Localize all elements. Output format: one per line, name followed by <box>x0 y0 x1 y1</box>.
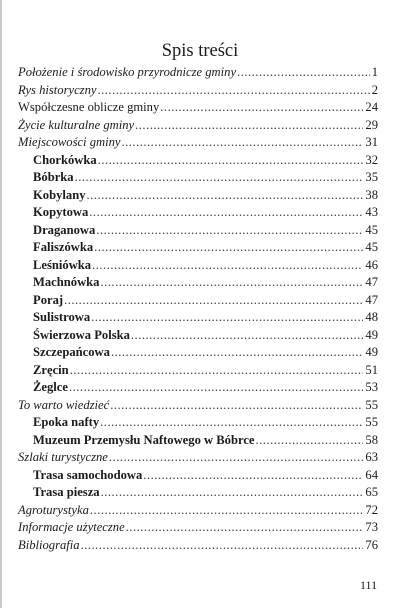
dot-leader <box>160 99 363 117</box>
toc-entry-label: Draganowa <box>33 222 96 237</box>
toc-entry <box>18 397 378 415</box>
toc-entry-label: Życie kulturalne gminy <box>18 117 135 132</box>
page-edge <box>0 0 2 608</box>
dot-leader <box>69 379 363 397</box>
toc-entry-label: Kopytowa <box>33 205 89 219</box>
toc-entry <box>18 484 378 502</box>
toc-entry <box>18 117 378 135</box>
table-of-contents <box>18 64 378 554</box>
toc-entry-page: 65 <box>365 485 378 499</box>
toc-entry-label: Faliszówka <box>33 240 94 254</box>
toc-entry-label: Muzeum Przemysłu Naftowego w Bóbrce <box>33 432 255 447</box>
toc-entry-page: 1 <box>371 65 378 79</box>
toc-entry-page: 64 <box>365 467 378 482</box>
toc-entry-label: Trasa samochodowa <box>33 467 143 482</box>
dot-leader <box>100 274 363 292</box>
dot-leader <box>92 257 363 275</box>
dot-leader <box>70 362 364 380</box>
page-number: 111 <box>360 578 378 592</box>
toc-entry-label: Szlaki turystyczne <box>18 450 108 464</box>
dot-leader <box>89 204 363 222</box>
toc-entry-label: Epoka nafty <box>33 415 100 429</box>
toc-entry-page: 51 <box>365 362 378 377</box>
toc-entry <box>18 64 378 82</box>
toc-entry-label: Machnówka <box>33 275 100 289</box>
toc-entry-page: 32 <box>365 152 378 167</box>
toc-entry-page: 72 <box>365 502 378 517</box>
dot-leader <box>81 537 364 555</box>
toc-entry <box>18 134 378 152</box>
toc-entry-page: 55 <box>365 415 378 429</box>
dot-leader <box>126 519 364 537</box>
toc-entry-page: 35 <box>365 170 378 184</box>
toc-entry-label: Chorkówka <box>33 152 97 167</box>
toc-entry-label: To warto wiedzieć <box>18 397 110 412</box>
toc-entry <box>18 222 378 240</box>
dot-leader <box>121 134 363 152</box>
toc-entry-page: 38 <box>365 187 378 202</box>
toc-entry <box>18 432 378 450</box>
toc-entry <box>18 467 378 485</box>
toc-entry <box>18 414 378 432</box>
toc-entry-label: Zręcin <box>33 362 69 377</box>
dot-leader <box>64 292 363 310</box>
toc-entry-page: 55 <box>365 397 378 412</box>
dot-leader <box>96 222 363 240</box>
toc-entry-label: Poraj <box>33 292 64 307</box>
dot-leader <box>97 82 369 100</box>
toc-entry-page: 47 <box>365 292 378 307</box>
toc-entry <box>18 327 378 345</box>
dot-leader <box>100 414 363 432</box>
toc-entry-page: 24 <box>365 100 378 114</box>
toc-entry-label: Informacje użyteczne <box>18 520 125 534</box>
toc-entry-label: Bibliografia <box>18 537 80 552</box>
toc-entry-page: 2 <box>371 82 378 97</box>
dot-leader <box>101 484 364 502</box>
toc-entry-page: 29 <box>365 117 378 132</box>
toc-entry <box>18 82 378 100</box>
toc-entry-page: 63 <box>365 450 378 464</box>
toc-entry-page: 58 <box>365 432 378 447</box>
toc-entry-label: Żeglce <box>33 380 68 394</box>
toc-entry-page: 53 <box>365 380 378 394</box>
toc-entry-label: Rys historyczny <box>18 82 97 97</box>
toc-entry <box>18 152 378 170</box>
toc-entry-label: Położenie i środowisko przyrodnicze gminy <box>18 65 237 79</box>
dot-leader <box>111 344 363 362</box>
toc-entry <box>18 274 378 292</box>
toc-entry <box>18 257 378 275</box>
toc-entry-page: 43 <box>365 205 378 219</box>
dot-leader <box>90 502 364 520</box>
toc-entry <box>18 537 378 555</box>
toc-entry <box>18 204 378 222</box>
dot-leader <box>131 327 364 345</box>
toc-entry-label: Współczesne oblicze gminy <box>18 100 160 114</box>
toc-entry <box>18 519 378 537</box>
toc-entry-label: Bóbrka <box>33 170 74 184</box>
toc-entry <box>18 292 378 310</box>
toc-entry-page: 31 <box>365 135 378 149</box>
toc-entry-page: 49 <box>365 327 378 342</box>
toc-entry <box>18 169 378 187</box>
toc-entry <box>18 187 378 205</box>
dot-leader <box>237 64 370 82</box>
toc-entry-label: Szczepańcowa <box>33 345 110 359</box>
toc-entry <box>18 379 378 397</box>
toc-entry-page: 49 <box>365 345 378 359</box>
dot-leader <box>135 117 363 135</box>
toc-entry-page: 45 <box>365 240 378 254</box>
toc-entry-label: Kobylany <box>33 187 86 202</box>
dot-leader <box>75 169 364 187</box>
dot-leader <box>98 152 364 170</box>
toc-entry-page: 45 <box>365 222 378 237</box>
toc-entry <box>18 99 378 117</box>
toc-entry-label: Agroturystyka <box>18 502 89 517</box>
dot-leader <box>87 187 364 205</box>
dot-leader <box>110 397 363 415</box>
toc-entry-label: Sulistrowa <box>33 310 91 324</box>
dot-leader <box>256 432 364 450</box>
toc-entry <box>18 362 378 380</box>
dot-leader <box>143 467 363 485</box>
toc-entry-label: Leśniówka <box>33 257 92 272</box>
dot-leader <box>94 239 363 257</box>
toc-entry-page: 48 <box>365 310 378 324</box>
toc-entry <box>18 502 378 520</box>
toc-entry <box>18 239 378 257</box>
toc-entry-label: Miejscowości gminy <box>18 135 121 149</box>
toc-entry <box>18 449 378 467</box>
toc-entry-page: 76 <box>365 537 378 552</box>
toc-entry-page: 73 <box>365 520 378 534</box>
toc-entry <box>18 309 378 327</box>
toc-entry <box>18 344 378 362</box>
toc-entry-label: Świerzowa Polska <box>33 327 130 342</box>
toc-title: Spis treści <box>161 41 239 61</box>
toc-entry-label: Trasa piesza <box>33 485 100 499</box>
toc-entry-page: 46 <box>365 257 378 272</box>
dot-leader <box>91 309 363 327</box>
dot-leader <box>109 449 364 467</box>
toc-entry-page: 47 <box>365 275 378 289</box>
